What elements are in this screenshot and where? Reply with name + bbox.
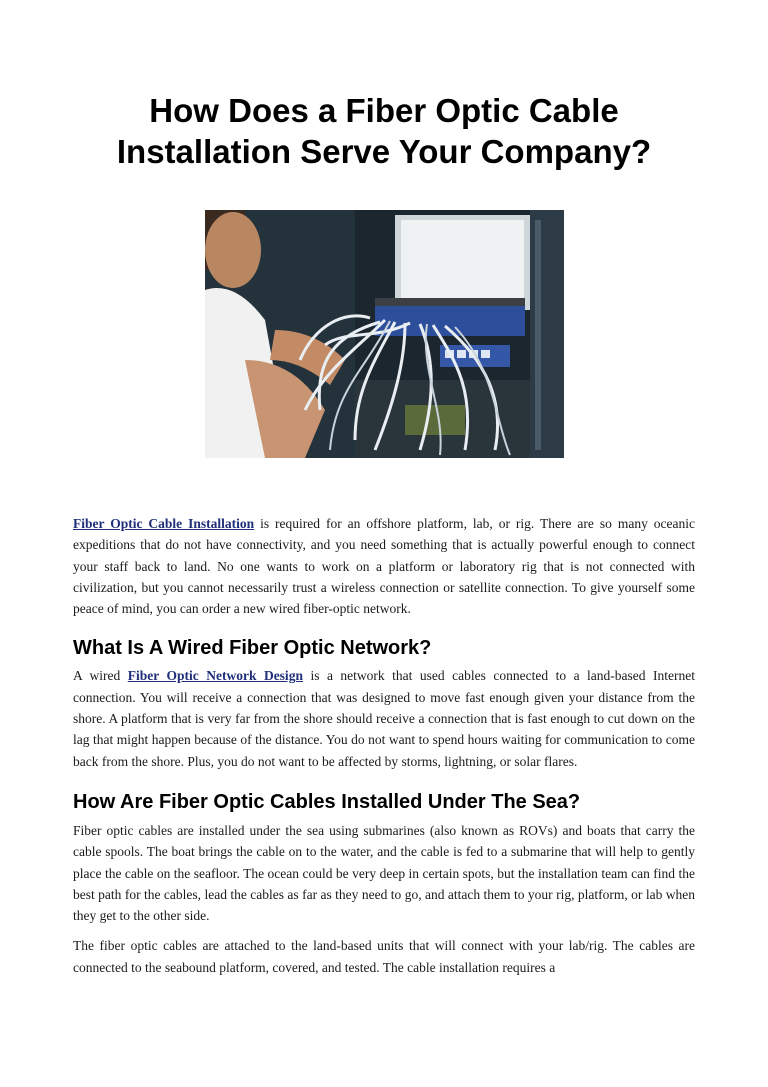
article-photo <box>205 210 564 458</box>
technician-rack-illustration <box>205 210 564 458</box>
article-body <box>73 513 695 978</box>
wired-network-text-before: A wired <box>73 668 128 684</box>
undersea-install-paragraph-2: The fiber optic cables are attached to the land-based units that will connect with your lab/rig. The cables are connected to the seabound platform, covered, and tested. The cable installation requires a <box>73 938 695 975</box>
fiber-optic-network-design-link[interactable]: Fiber Optic Network Design <box>127 668 303 684</box>
wired-network-text-after: is a network that used cables connected to a land-based Internet connection. You will receive a connection that was designed to move fast enough given your distance from the shore. A platform that is very far from the shore should receive a connection that is fast enough to cut down on the lag that might happen because of the distance. You do not want to spend hours waiting for communication to come back from the shore. Plus, you do not want to be affected by storms, lightning, or solar flares. <box>73 668 695 769</box>
fiber-optic-cable-installation-link[interactable]: Fiber Optic Cable Installation <box>73 516 255 531</box>
page-title: How Does a Fiber Optic Cable Installation Serve Your Company? <box>116 92 652 170</box>
section-heading-wired-network: What Is A Wired Fiber Optic Network? <box>73 637 432 660</box>
wired-network-paragraph <box>73 665 695 771</box>
section-heading-undersea-install: How Are Fiber Optic Cables Installed Under The Sea? <box>73 790 581 813</box>
undersea-install-paragraph-1: Fiber optic cables are installed under the sea using submarines (also known as ROVs) and boats that carry the cable spools. The boat brings the cable on to the water, and the cable is fed to a submarine that will help to gently place the cable on the seafloor. The ocean could be very deep in certain spots, but the installation team can find the best path for the cables, lead the cables as far as they need to go, and attach them to your rig, platform, or lab when they get to the other side. <box>73 822 695 924</box>
intro-paragraph <box>73 513 695 619</box>
intro-text: is required for an offshore platform, lab, or rig. There are so many oceanic expeditions that do not have connectivity, and you need something that is actually powerful enough to connect your staff back to land. No one wants to work on a platform or laboratory rig that is not connected with civilization, but you cannot necessarily trust a wireless connection or satellite connection. To give yourself some peace of mind, you can order a new wired fiber-optic network. <box>73 516 695 617</box>
